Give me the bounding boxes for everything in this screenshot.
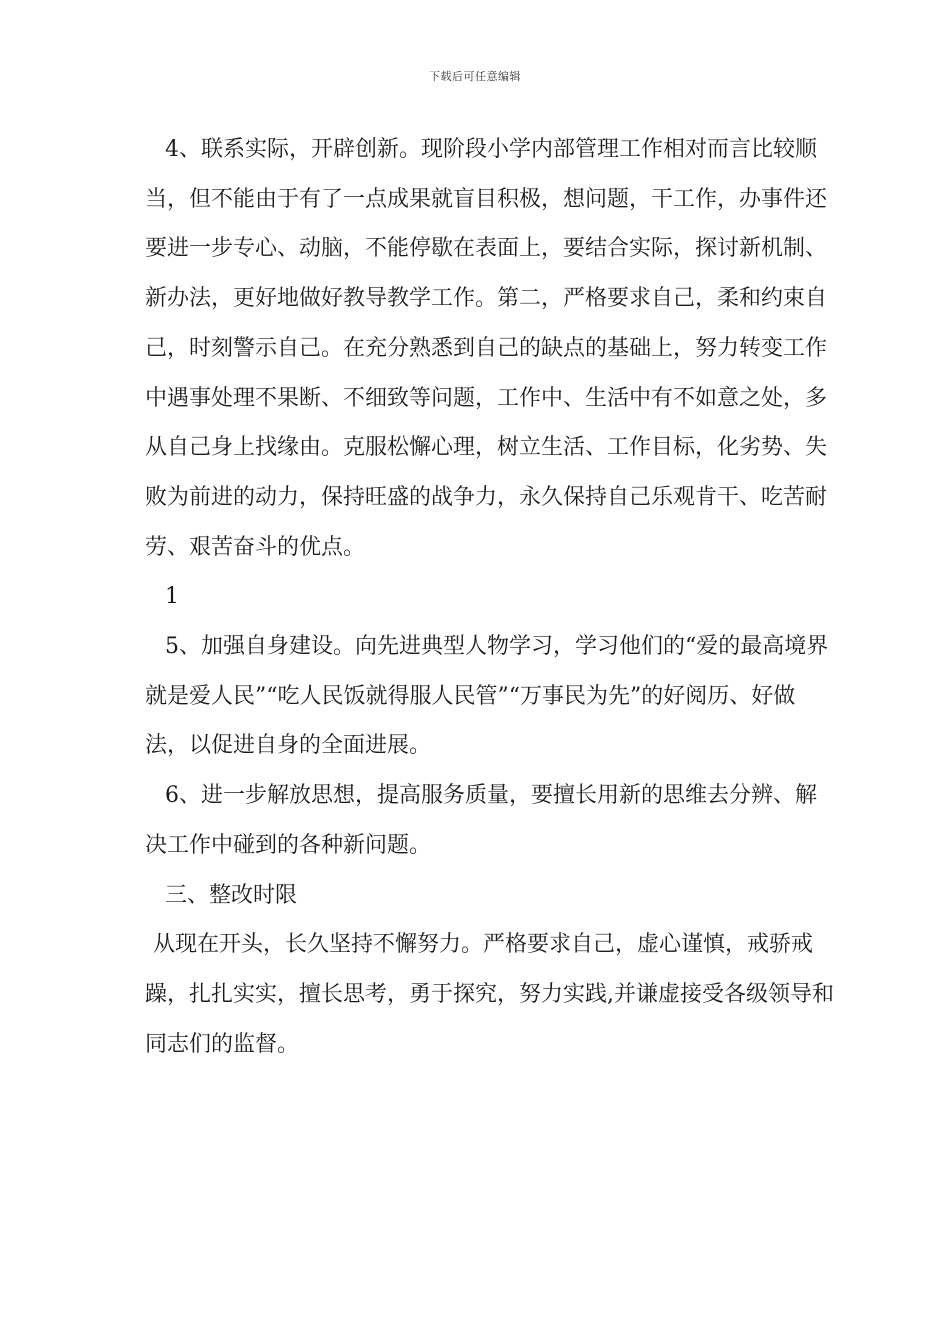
paragraph-item-5: 5、加强自身建设。向先进典型人物学习，学习他们的“爱的最高境界就是爱人民”“吃人民饭就得服人民管”“万事民为先”的好阅历、好做法，以促进自身的全面进展。 xyxy=(145,634,829,759)
header-note: 下载后可任意编辑 xyxy=(429,70,521,83)
section-heading-3: 三、整改时限 xyxy=(165,882,298,908)
page-number: 1 xyxy=(165,584,179,610)
paragraph-timeline: 从现在开头，长久坚持不懈努力。严格要求自己，虚心谨慎，戒骄戒躁，扎扎实实，擅长思考，勇于探究，努力实践,并谦虚接受各级领导和同志们的监督。 xyxy=(145,932,834,1057)
paragraph-item-6: 6、进一步解放思想，提高服务质量，要擅长用新的思维去分辨、解决工作中碰到的各种新问题。 xyxy=(145,783,817,858)
document-body xyxy=(145,125,835,1069)
paragraph-item-4: 4、联系实际，开辟创新。现阶段小学内部管理工作相对而言比较顺当，但不能由于有了一点成果就盲目积极，想问题，干工作，办事件还要进一步专心、动脑，不能停歇在表面上，要结合实际，探讨新机制、新办法，更好地做好教导教学工作。第二，严格要求自己，柔和约束自己，时刻警示自己。在充分熟悉到自己的缺点的基础上，努力转变工作中遇事处理不果断、不细致等问题，工作中、生活中有不如意之处，多从自己身上找缘由。克服松懈心理，树立生活、工作目标，化劣势、失败为前进的动力，保持旺盛的战争力，永久保持自己乐观肯干、吃苦耐劳、艰苦奋斗的优点。 xyxy=(145,137,828,560)
